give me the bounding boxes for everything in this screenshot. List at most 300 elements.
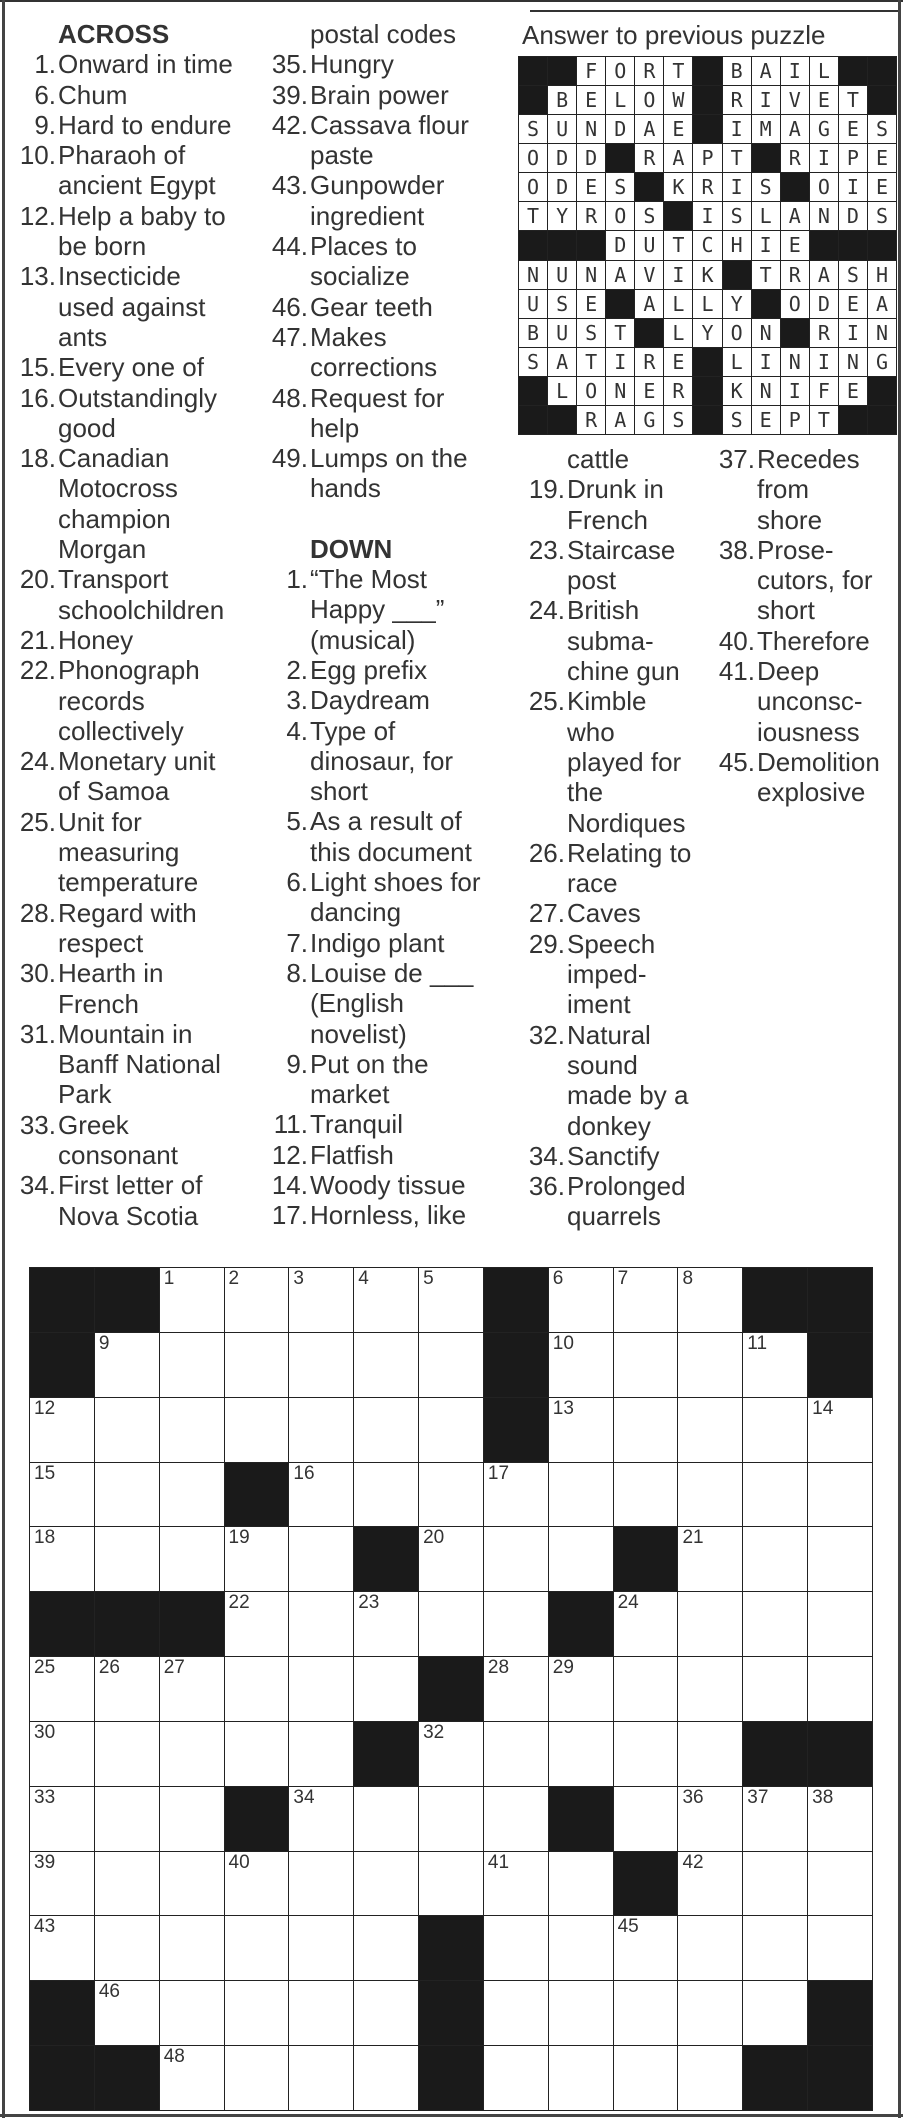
- cell-number: 4: [358, 1268, 369, 1289]
- grid-cell[interactable]: [742, 1526, 808, 1592]
- answer-cell: B: [547, 85, 577, 115]
- grid-cell[interactable]: [483, 1721, 549, 1787]
- answer-cell: T: [751, 260, 781, 290]
- black-square: [94, 1591, 160, 1657]
- clue-text: Caves: [567, 898, 641, 929]
- grid-cell[interactable]: [613, 1332, 679, 1398]
- grid-cell[interactable]: [548, 1980, 614, 2046]
- grid-cell[interactable]: [29, 1526, 95, 1592]
- clue-text: the: [567, 777, 604, 808]
- grid-cell[interactable]: [418, 1851, 484, 1917]
- grid-cell[interactable]: [742, 1591, 808, 1657]
- clue-text: Therefore: [757, 625, 870, 656]
- grid-cell[interactable]: [418, 1721, 484, 1787]
- clue-text: Park: [58, 1079, 112, 1110]
- grid-cell[interactable]: [288, 1267, 354, 1333]
- answer-cell: U: [547, 318, 577, 348]
- cell-number: 12: [34, 1397, 56, 1419]
- grid-cell[interactable]: [742, 1656, 808, 1722]
- grid-cell[interactable]: [159, 2045, 225, 2111]
- answer-cell: E: [867, 172, 897, 202]
- cell-number: 20: [423, 1527, 445, 1549]
- clue-text: short: [310, 776, 368, 807]
- grid-cell[interactable]: [483, 1980, 549, 2046]
- answer-cell: S: [722, 405, 752, 435]
- clue-text: from: [757, 474, 809, 505]
- grid-cell[interactable]: [548, 1851, 614, 1917]
- grid-cell[interactable]: [224, 1851, 290, 1917]
- across-clue: [6, 655, 256, 746]
- answer-cell: P: [838, 143, 868, 173]
- grid-cell[interactable]: [224, 1332, 290, 1398]
- clue-text: ancient Egypt: [58, 170, 216, 201]
- clue-text: Lumps on the: [310, 443, 468, 474]
- clue-text: Hard to endure: [58, 109, 232, 140]
- grid-cell[interactable]: [548, 1656, 614, 1722]
- black-square: [224, 1786, 290, 1852]
- clue-number: 1.: [286, 564, 308, 595]
- grid-cell[interactable]: [613, 1397, 679, 1463]
- grid-cell[interactable]: [613, 1980, 679, 2046]
- grid-cell[interactable]: [807, 1851, 873, 1917]
- grid-cell[interactable]: [29, 1397, 95, 1463]
- clue-text: iousness: [757, 716, 860, 747]
- clue-number: 18.: [19, 443, 56, 474]
- grid-cell[interactable]: [742, 1462, 808, 1528]
- answer-black-square: [809, 230, 839, 260]
- grid-cell[interactable]: [807, 1397, 873, 1463]
- grid-cell[interactable]: [94, 1526, 160, 1592]
- grid-cell[interactable]: [677, 1267, 743, 1333]
- cell-number: 27: [163, 1657, 185, 1679]
- clue-text: corrections: [310, 352, 438, 383]
- grid-cell[interactable]: [288, 1721, 354, 1787]
- clue-text: Hornless, like: [310, 1200, 467, 1231]
- clue-text: Hearth in: [58, 958, 164, 989]
- grid-cell[interactable]: [677, 2045, 743, 2111]
- answer-black-square: [838, 230, 868, 260]
- clue-number: 14.: [271, 1169, 308, 1200]
- grid-cell[interactable]: [483, 1786, 549, 1852]
- grid-cell[interactable]: [353, 1851, 419, 1917]
- grid-cell[interactable]: [94, 1786, 160, 1852]
- clue-text: played for: [567, 746, 682, 777]
- clue-text: Phonograph: [58, 655, 200, 686]
- grid-cell[interactable]: [159, 1980, 225, 2046]
- across-clue: [258, 170, 520, 231]
- grid-cell[interactable]: [677, 1591, 743, 1657]
- grid-cell[interactable]: [94, 1397, 160, 1463]
- answer-cell: D: [547, 143, 577, 173]
- down-clue: [705, 444, 900, 535]
- grid-cell[interactable]: [159, 1267, 225, 1333]
- grid-cell[interactable]: [94, 1980, 160, 2046]
- grid-cell[interactable]: [29, 1915, 95, 1981]
- grid-cell[interactable]: [548, 1267, 614, 1333]
- grid-cell[interactable]: [159, 1397, 225, 1463]
- grid-cell[interactable]: [742, 1397, 808, 1463]
- answer-cell: N: [576, 260, 606, 290]
- black-square: [613, 1526, 679, 1592]
- answer-cell: M: [751, 114, 781, 144]
- answer-black-square: [751, 143, 781, 173]
- grid-cell[interactable]: [483, 1915, 549, 1981]
- cell-number: 21: [682, 1527, 704, 1549]
- clue-text: respect: [58, 927, 144, 958]
- across-clue: [6, 80, 256, 110]
- answer-black-square: [867, 230, 897, 260]
- clue-text: Greek: [58, 1109, 129, 1140]
- grid-cell[interactable]: [548, 2045, 614, 2111]
- grid-cell[interactable]: [418, 1332, 484, 1398]
- black-square: [742, 1721, 808, 1787]
- clue-text: French: [567, 504, 648, 535]
- grid-cell[interactable]: [288, 1980, 354, 2046]
- grid-cell[interactable]: [353, 1267, 419, 1333]
- clue-text: Louise de ___: [310, 957, 474, 988]
- answer-cell: D: [547, 172, 577, 202]
- grid-cell[interactable]: [159, 1851, 225, 1917]
- grid-cell[interactable]: [548, 1526, 614, 1592]
- grid-cell[interactable]: [418, 1526, 484, 1592]
- grid-cell[interactable]: [159, 1721, 225, 1787]
- grid-cell[interactable]: [159, 1332, 225, 1398]
- black-square: [29, 1591, 95, 1657]
- clue-text: quarrels: [567, 1201, 661, 1232]
- grid-cell[interactable]: [677, 1915, 743, 1981]
- grid-cell[interactable]: [353, 1656, 419, 1722]
- clue-text: help: [310, 412, 360, 443]
- answer-cell: A: [663, 143, 693, 173]
- grid-cell[interactable]: [548, 1397, 614, 1463]
- clue-number: 36.: [528, 1171, 565, 1202]
- grid-cell[interactable]: [613, 1267, 679, 1333]
- clue-number: 24.: [19, 746, 56, 777]
- answer-cell: S: [576, 318, 606, 348]
- answer-cell: A: [809, 260, 839, 290]
- cell-number: 29: [552, 1657, 574, 1679]
- grid-cell[interactable]: [288, 1397, 354, 1463]
- clue-text: French: [58, 988, 139, 1019]
- grid-cell[interactable]: [742, 1332, 808, 1398]
- clue-text: Mountain in: [58, 1018, 193, 1049]
- black-square: [159, 1591, 225, 1657]
- grid-cell[interactable]: [548, 1332, 614, 1398]
- answer-cell: D: [838, 201, 868, 231]
- grid-cell[interactable]: [742, 1915, 808, 1981]
- cell-number: 42: [682, 1851, 704, 1873]
- grid-cell[interactable]: [288, 1851, 354, 1917]
- answer-cell: O: [605, 56, 635, 86]
- grid-cell[interactable]: [548, 1915, 614, 1981]
- grid-cell[interactable]: [677, 1980, 743, 2046]
- down-clue: [705, 656, 900, 747]
- answer-cell: G: [867, 347, 897, 377]
- clue-text: records: [58, 685, 145, 716]
- answer-cell: P: [780, 405, 810, 435]
- answer-cell: K: [692, 260, 722, 290]
- answer-black-square: [692, 376, 722, 406]
- grid-cell[interactable]: [94, 1656, 160, 1722]
- clue-number: 17.: [271, 1200, 308, 1231]
- grid-cell[interactable]: [29, 1851, 95, 1917]
- answer-cell: I: [663, 260, 693, 290]
- black-square: [224, 1462, 290, 1528]
- clue-text: Every one of: [58, 352, 204, 383]
- grid-cell[interactable]: [677, 1526, 743, 1592]
- answer-cell: B: [518, 318, 548, 348]
- grid-cell[interactable]: [677, 1332, 743, 1398]
- answer-cell: S: [751, 172, 781, 202]
- grid-cell[interactable]: [224, 1915, 290, 1981]
- cell-number: 2: [228, 1268, 240, 1289]
- grid-cell[interactable]: [353, 1462, 419, 1528]
- down-clue: [258, 1049, 520, 1110]
- answer-cell: O: [722, 318, 752, 348]
- clue-number: 30.: [19, 958, 56, 989]
- cell-number: 38: [812, 1786, 834, 1808]
- answer-cell: R: [634, 347, 664, 377]
- grid-cell[interactable]: [807, 1462, 873, 1528]
- clue-number: 8.: [286, 957, 308, 988]
- cell-number: 25: [34, 1657, 56, 1679]
- grid-cell[interactable]: [807, 1526, 873, 1592]
- grid-cell[interactable]: [29, 1721, 95, 1787]
- grid-cell[interactable]: [483, 1462, 549, 1528]
- grid-cell[interactable]: [224, 1721, 290, 1787]
- grid-cell[interactable]: [613, 1462, 679, 1528]
- top-rule: [0, 0, 903, 2]
- grid-cell[interactable]: [677, 1656, 743, 1722]
- down-clue: [258, 716, 520, 807]
- answer-cell: G: [634, 405, 664, 435]
- grid-cell[interactable]: [159, 1786, 225, 1852]
- clue-text: Tranquil: [310, 1109, 403, 1140]
- answer-cell: N: [605, 376, 635, 406]
- grid-cell[interactable]: [613, 1721, 679, 1787]
- answer-cell: T: [838, 85, 868, 115]
- grid-cell[interactable]: [418, 1591, 484, 1657]
- clue-text: (English: [310, 988, 404, 1019]
- grid-cell[interactable]: [807, 1656, 873, 1722]
- grid-cell[interactable]: [742, 1786, 808, 1852]
- answer-cell: E: [751, 405, 781, 435]
- grid-cell[interactable]: [224, 2045, 290, 2111]
- grid-cell[interactable]: [353, 2045, 419, 2111]
- black-square: [353, 1526, 419, 1592]
- clue-text: novelist): [310, 1018, 407, 1049]
- clue-number: 10.: [19, 140, 56, 171]
- black-square: [807, 1267, 873, 1333]
- clue-text: Drunk in: [567, 474, 664, 505]
- black-square: [807, 1332, 873, 1398]
- grid-cell[interactable]: [418, 1462, 484, 1528]
- grid-cell[interactable]: [483, 1851, 549, 1917]
- answer-cell: E: [576, 85, 606, 115]
- grid-cell[interactable]: [677, 1397, 743, 1463]
- grid-cell[interactable]: [94, 1721, 160, 1787]
- across-clue: [6, 49, 256, 79]
- answer-cell: B: [722, 56, 752, 86]
- answer-cell: E: [838, 289, 868, 319]
- grid-cell[interactable]: [613, 1591, 679, 1657]
- cell-number: 43: [34, 1916, 56, 1938]
- grid-cell[interactable]: [742, 1980, 808, 2046]
- cell-number: 1: [163, 1268, 175, 1289]
- grid-cell[interactable]: [353, 1397, 419, 1463]
- grid-cell[interactable]: [159, 1656, 225, 1722]
- grid-cell[interactable]: [613, 1656, 679, 1722]
- across-clue: [258, 443, 520, 504]
- clue-number: 40.: [718, 625, 755, 656]
- grid-cell[interactable]: [224, 1980, 290, 2046]
- across-clue: [258, 383, 520, 444]
- grid-cell[interactable]: [677, 1851, 743, 1917]
- answer-cell: I: [692, 201, 722, 231]
- clue-number: 37.: [718, 444, 755, 474]
- grid-cell[interactable]: [483, 1656, 549, 1722]
- grid-cell[interactable]: [94, 1462, 160, 1528]
- clue-text: Daydream: [310, 685, 430, 716]
- grid-cell[interactable]: [677, 1786, 743, 1852]
- clue-number: 20.: [19, 564, 56, 595]
- answer-cell: O: [518, 172, 548, 202]
- cell-number: 13: [552, 1397, 574, 1419]
- down-clue: [258, 685, 520, 715]
- grid-cell[interactable]: [224, 1656, 290, 1722]
- crossword-grid: [29, 1267, 872, 2110]
- answer-cell: A: [547, 347, 577, 377]
- answer-cell: V: [634, 260, 664, 290]
- grid-cell[interactable]: [288, 1591, 354, 1657]
- grid-cell[interactable]: [288, 1915, 354, 1981]
- grid-cell[interactable]: [613, 1786, 679, 1852]
- cell-number: 3: [293, 1268, 304, 1289]
- black-square: [94, 2045, 160, 2111]
- answer-cell: A: [751, 56, 781, 86]
- cell-number: 26: [98, 1657, 120, 1679]
- grid-cell[interactable]: [29, 1786, 95, 1852]
- answer-black-square: [780, 318, 810, 348]
- grid-cell[interactable]: [29, 1462, 95, 1528]
- down-clue: [515, 474, 710, 535]
- answer-cell: U: [634, 230, 664, 260]
- grid-cell[interactable]: [224, 1526, 290, 1592]
- grid-cell[interactable]: [353, 1915, 419, 1981]
- answer-cell: S: [518, 114, 548, 144]
- answer-cell: O: [634, 85, 664, 115]
- clue-number: 9.: [286, 1048, 308, 1079]
- clue-column-3: [515, 444, 710, 1232]
- answer-cell: E: [867, 143, 897, 173]
- answer-black-square: [692, 114, 722, 144]
- answer-cell: K: [722, 376, 752, 406]
- answer-cell: R: [663, 376, 693, 406]
- grid-cell[interactable]: [288, 2045, 354, 2111]
- grid-cell[interactable]: [159, 1462, 225, 1528]
- grid-cell[interactable]: [742, 1851, 808, 1917]
- grid-cell[interactable]: [353, 1786, 419, 1852]
- grid-cell[interactable]: [288, 1786, 354, 1852]
- grid-cell[interactable]: [418, 1397, 484, 1463]
- black-square: [483, 1397, 549, 1463]
- clue-text: champion: [58, 503, 171, 534]
- grid-cell[interactable]: [353, 1332, 419, 1398]
- black-square: [353, 1721, 419, 1787]
- grid-cell[interactable]: [548, 1721, 614, 1787]
- grid-cell[interactable]: [548, 1462, 614, 1528]
- grid-cell[interactable]: [483, 1526, 549, 1592]
- clue-text: Recedes: [757, 444, 860, 474]
- grid-cell[interactable]: [94, 1851, 160, 1917]
- clue-number: 38.: [718, 534, 755, 565]
- grid-cell[interactable]: [224, 1267, 290, 1333]
- grid-cell[interactable]: [159, 1915, 225, 1981]
- grid-cell[interactable]: [418, 1786, 484, 1852]
- cell-number: 34: [293, 1786, 315, 1808]
- grid-cell[interactable]: [807, 1591, 873, 1657]
- clue-text: measuring: [58, 837, 180, 868]
- clue-text: consonant: [58, 1139, 178, 1170]
- grid-cell[interactable]: [677, 1721, 743, 1787]
- grid-cell[interactable]: [807, 1786, 873, 1852]
- grid-cell[interactable]: [483, 2045, 549, 2111]
- grid-cell[interactable]: [807, 1915, 873, 1981]
- grid-cell[interactable]: [613, 2045, 679, 2111]
- cell-number: 24: [617, 1592, 639, 1614]
- grid-cell[interactable]: [677, 1462, 743, 1528]
- grid-cell[interactable]: [94, 1332, 160, 1398]
- cell-number: 19: [228, 1527, 250, 1549]
- clue-text: Brain power: [310, 79, 449, 110]
- clue-text: Prolonged: [567, 1171, 686, 1202]
- grid-cell[interactable]: [29, 1656, 95, 1722]
- answer-cell: R: [576, 201, 606, 231]
- grid-cell[interactable]: [353, 1591, 419, 1657]
- grid-cell[interactable]: [353, 1980, 419, 2046]
- answer-black-square: [518, 85, 548, 115]
- grid-cell[interactable]: [288, 1526, 354, 1592]
- answer-cell: T: [518, 201, 548, 231]
- clue-text: good: [58, 412, 116, 443]
- black-square: [613, 1851, 679, 1917]
- answer-cell: L: [722, 347, 752, 377]
- grid-cell[interactable]: [483, 1591, 549, 1657]
- grid-cell[interactable]: [613, 1915, 679, 1981]
- grid-cell[interactable]: [224, 1397, 290, 1463]
- answer-cell: S: [867, 201, 897, 231]
- grid-cell[interactable]: [288, 1462, 354, 1528]
- grid-cell[interactable]: [224, 1591, 290, 1657]
- grid-cell[interactable]: [418, 1267, 484, 1333]
- grid-cell[interactable]: [94, 1915, 160, 1981]
- answer-cell: R: [809, 318, 839, 348]
- answer-cell: N: [809, 201, 839, 231]
- clue-text: Canadian: [58, 443, 170, 474]
- answer-cell: S: [547, 289, 577, 319]
- clue-text: Outstandingly: [58, 382, 217, 413]
- grid-cell[interactable]: [159, 1526, 225, 1592]
- down-clue: [515, 898, 710, 928]
- clue-text: explosive: [757, 777, 866, 808]
- clue-number: 41.: [718, 656, 755, 687]
- clue-text: Kimble: [567, 686, 647, 717]
- grid-cell[interactable]: [288, 1332, 354, 1398]
- grid-cell[interactable]: [288, 1656, 354, 1722]
- answer-cell: I: [722, 172, 752, 202]
- black-square: [418, 1980, 484, 2046]
- clue-text: Morgan: [58, 534, 147, 565]
